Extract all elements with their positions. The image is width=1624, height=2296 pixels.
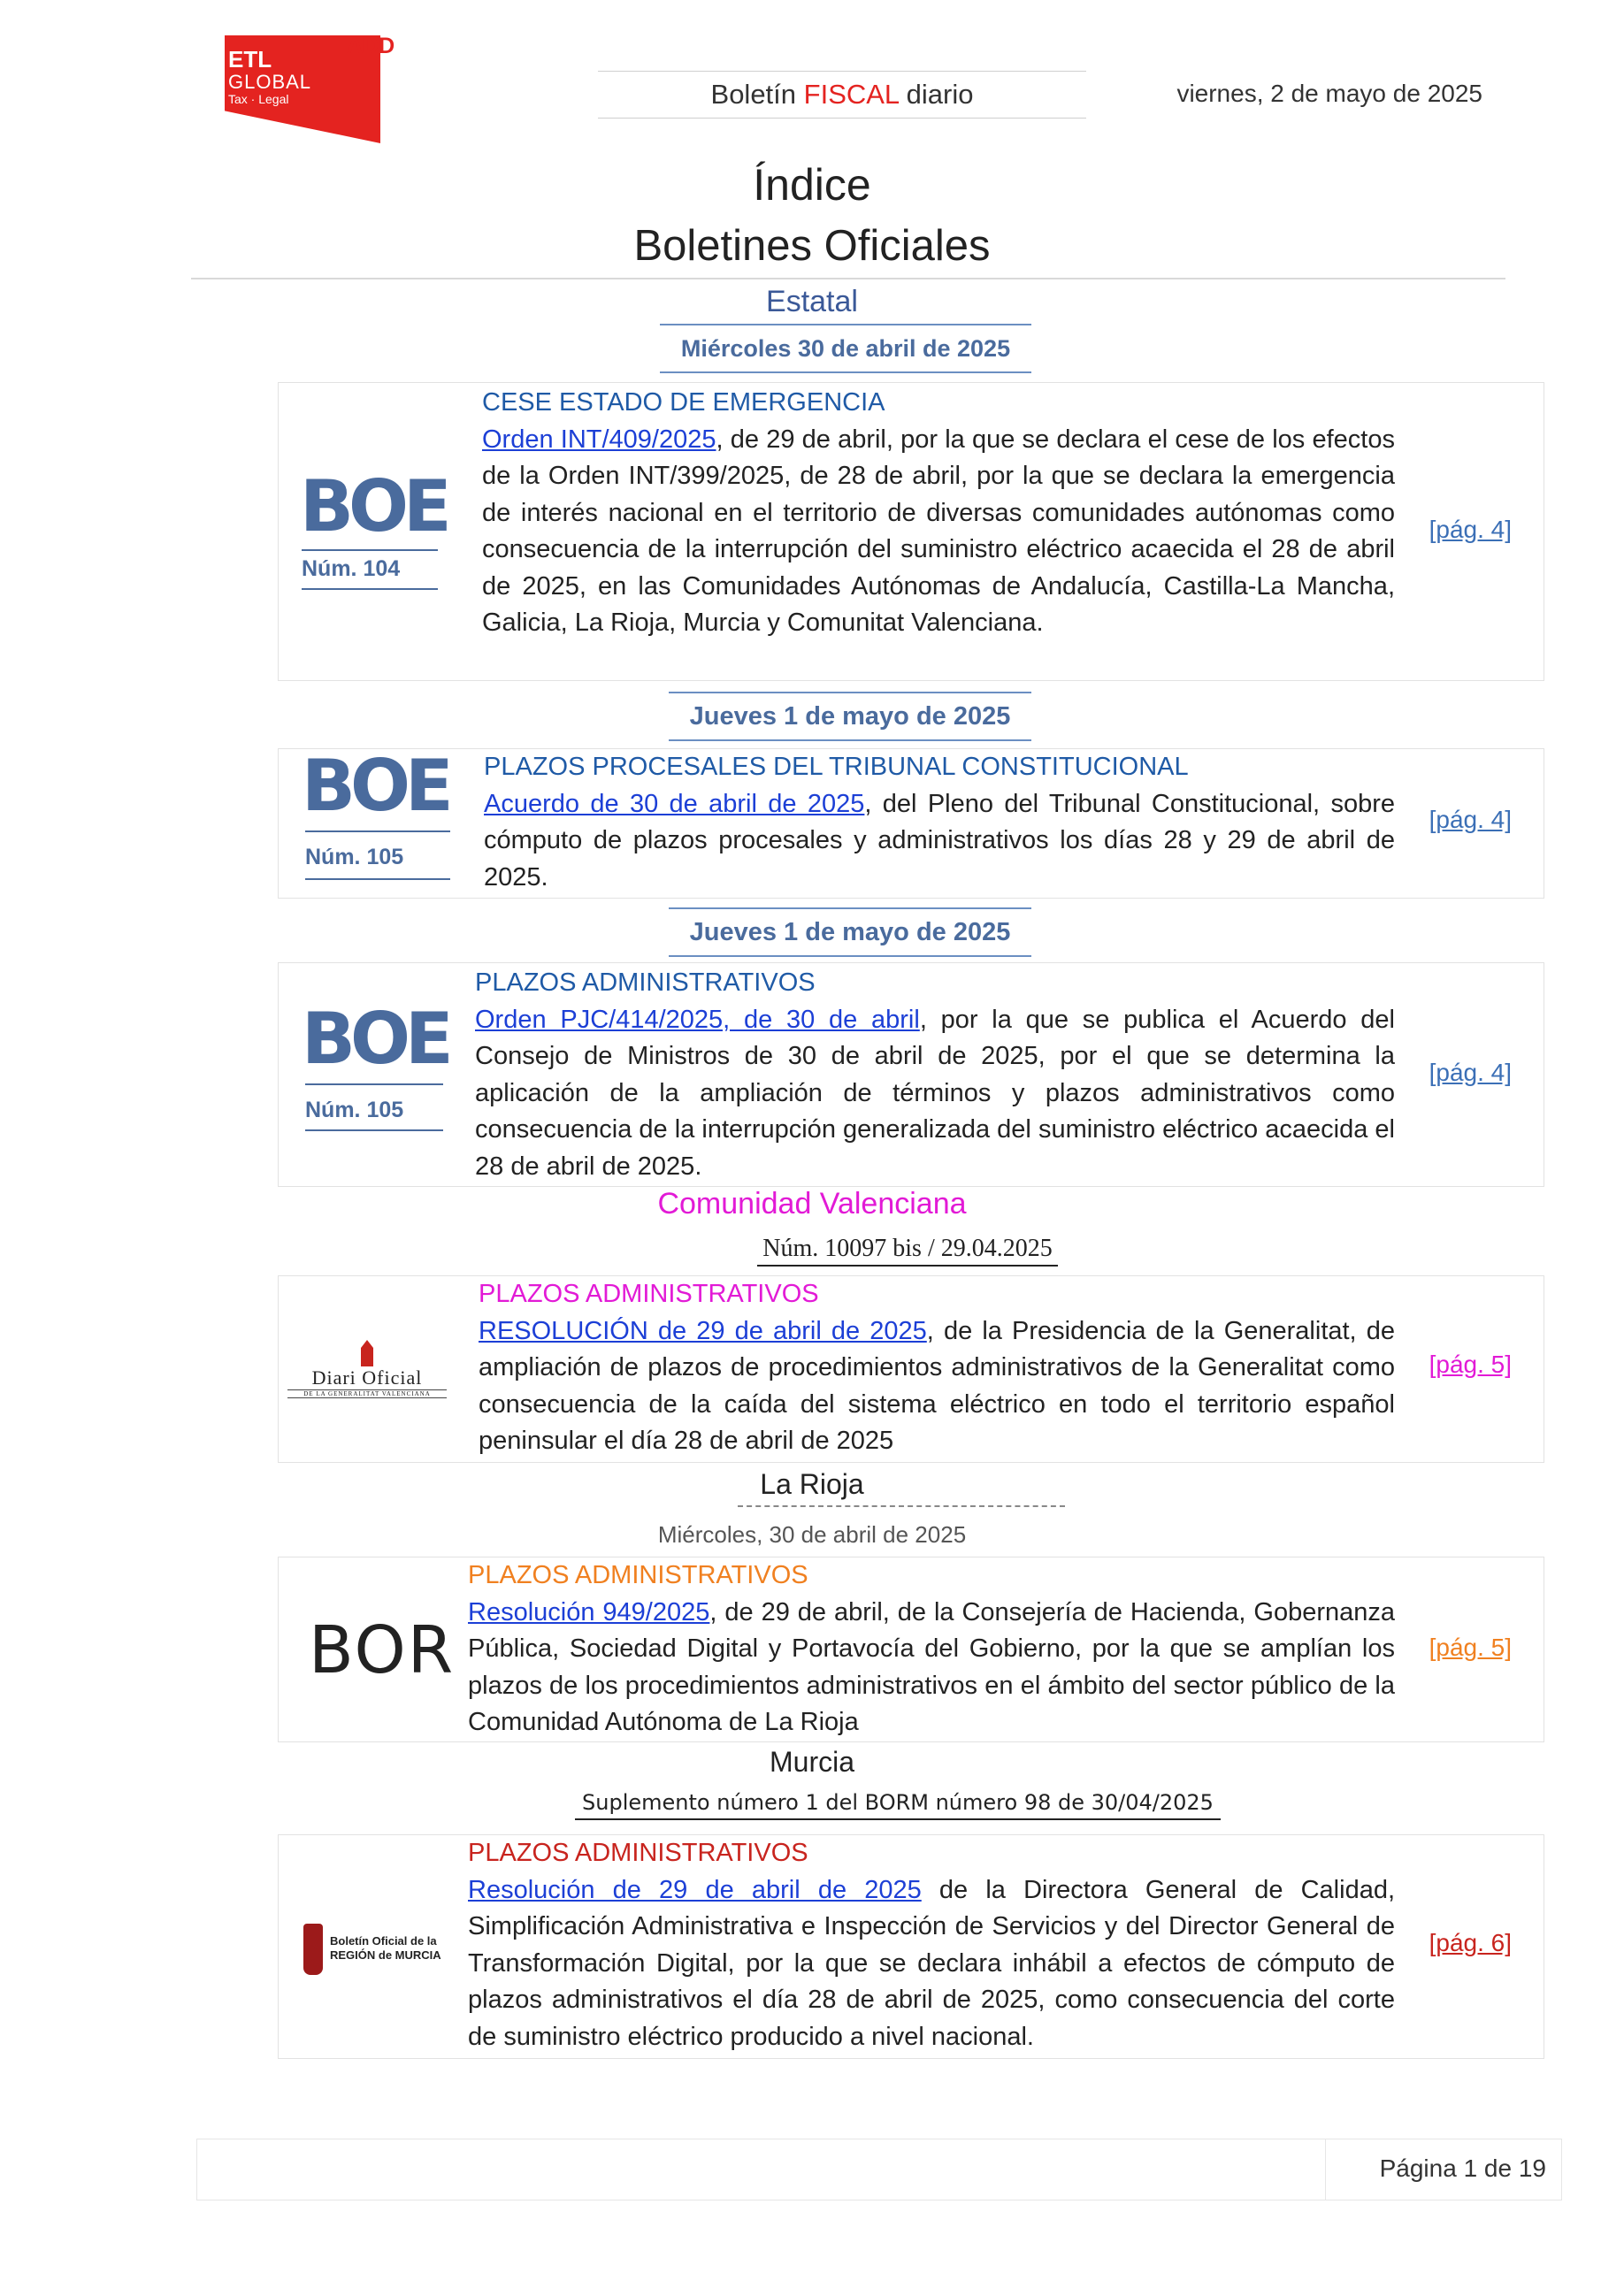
page-reference-link[interactable]: [pág. 4] <box>1429 516 1512 543</box>
boe-logo-divider <box>302 588 438 590</box>
boe-logo-divider <box>302 549 438 551</box>
bulletin-title-fiscal: FISCAL <box>803 79 900 110</box>
entry-body <box>475 965 1395 1185</box>
entry-text: , de 29 de abril, por la que se declara el cese de los efectos de la Orden INT/399/2025, de 28 de abril, por la que se declara la emergencia de interés nacional en el territorio de diversas comunidades autónomas como consecuencia de la interrupción del suministro eléctrico acaecida el 28 de abril de 2025, en las Comunidades Autónomas de Andalucía, Castilla-La Mancha, Galicia, La Rioja, Murcia y Comunitat Valenciana. <box>482 425 1395 637</box>
entry-text: , de la Presidencia de la Generalitat, de ampliación de plazos de procedimientos administrativos de la Generalitat como consecuencia de la caída del sistema eléctrico en todo el territorio español peninsular el día 28 de abril de 2025 <box>479 1316 1395 1455</box>
boe-logo <box>302 745 448 827</box>
bulletin-title <box>598 71 1086 119</box>
entry-body <box>468 1835 1395 2055</box>
section-rioja-heading: La Rioja <box>760 1468 864 1500</box>
boe-logo <box>302 998 448 1080</box>
boe-logo-divider <box>305 878 450 880</box>
entry-text: de la Directora General de Calidad, Simplificación Administrativa e Inspección de Servicios y del Director General de Transformación Digital, por la que se declara inhábil a efectos de cómputo de plazos administrativos el día 28 de abril de 2025, como consecuencia del corte de suministro eléctrico producido a nivel nacional. <box>468 1875 1396 2051</box>
title-divider <box>191 278 1505 279</box>
page-reference-link[interactable]: [pág. 6] <box>1429 1929 1512 1956</box>
bulletin-entry-dogv <box>278 1275 1544 1463</box>
valenciana-issue: Núm. 10097 bis / 29.04.2025 <box>757 1235 1058 1267</box>
boe-number: Núm. 105 <box>305 845 404 869</box>
rioja-divider <box>738 1505 1065 1507</box>
borm-logo-line2: REGIÓN de MURCIA <box>330 1948 441 1962</box>
entry-date: Miércoles 30 de abril de 2025 <box>660 324 1031 373</box>
entry-link[interactable]: Acuerdo de 30 de abril de 2025 <box>484 789 865 818</box>
entry-title: PLAZOS ADMINISTRATIVOS <box>468 1839 808 1867</box>
entry-date: Jueves 1 de mayo de 2025 <box>669 907 1031 957</box>
murcia-crest-icon <box>303 1924 323 1975</box>
footer-divider <box>1325 2139 1326 2200</box>
bulletin-entry-bor <box>278 1557 1544 1742</box>
dogv-crest-icon <box>361 1340 373 1366</box>
entry-text: , del Pleno del Tribunal Constitucional, sobre cómputo de plazos procesales y administrativos los días 28 y 29 de abril de 2025. <box>484 789 1395 892</box>
boe-logo-divider <box>305 830 450 832</box>
etl-logo-text: ETL <box>228 46 272 73</box>
murcia-issue: Suplemento número 1 del BORM número 98 de 30/04/2025 <box>575 1790 1221 1820</box>
page-number: Página 1 de 19 <box>1379 2154 1546 2182</box>
page-reference-link[interactable]: [pág. 5] <box>1429 1351 1512 1378</box>
index-title: Índice <box>753 160 871 210</box>
boletines-title: Boletines Oficiales <box>633 222 991 270</box>
page-reference-link[interactable]: [pág. 4] <box>1429 1059 1512 1086</box>
borm-logo <box>330 1934 441 1963</box>
entry-link[interactable]: Orden PJC/414/2025, de 30 de abril <box>475 1005 920 1034</box>
bulletin-title-prefix: Boletín <box>710 79 804 110</box>
entry-title: PLAZOS ADMINISTRATIVOS <box>479 1280 819 1308</box>
entry-body <box>484 749 1395 896</box>
bulletin-entry-boe-105 <box>278 962 1544 1187</box>
boe-logo-letters: BOE <box>302 745 448 827</box>
boe-logo-divider <box>305 1083 443 1085</box>
entry-title: PLAZOS PROCESALES DEL TRIBUNAL CONSTITUCIONAL <box>484 753 1189 781</box>
bulletin-entry-borm <box>278 1834 1544 2059</box>
entry-text: , por la que se publica el Acuerdo del Consejo de Ministros de 30 de abril de 2025, por el que se determina la aplicación de la ampliación de términos y plazos administrativos como consecuencia de la interrupción generalizada del suministro eléctrico acaecida el 28 de abril de 2025. <box>475 1005 1395 1181</box>
rioja-date: Miércoles, 30 de abril de 2025 <box>657 1521 967 1548</box>
boe-logo-divider <box>305 1129 443 1131</box>
borm-logo-line1: Boletín Oficial de la <box>330 1934 437 1948</box>
bulletin-title-suffix: diario <box>899 79 974 110</box>
dogv-logo <box>287 1340 447 1398</box>
bulletin-entry-boe-104 <box>278 382 1544 681</box>
entry-body <box>482 385 1395 642</box>
section-murcia-heading: Murcia <box>769 1746 854 1778</box>
etl-logo-tax: Tax · Legal <box>228 92 289 106</box>
entry-body <box>468 1557 1395 1741</box>
entry-link[interactable]: RESOLUCIÓN de 29 de abril de 2025 <box>479 1316 927 1345</box>
page-footer <box>196 2139 1562 2200</box>
entry-title: PLAZOS ADMINISTRATIVOS <box>468 1561 808 1589</box>
page-reference-link[interactable]: [pág. 4] <box>1429 806 1512 833</box>
entry-link[interactable]: Resolución 949/2025 <box>468 1597 710 1626</box>
header-date: viernes, 2 de mayo de 2025 <box>1176 80 1482 107</box>
boe-number: Núm. 104 <box>302 556 401 581</box>
entry-date: Jueves 1 de mayo de 2025 <box>669 692 1031 741</box>
entry-link[interactable]: Resolución de 29 de abril de 2025 <box>468 1875 922 1904</box>
etl-logo-add: ADD <box>347 34 395 58</box>
entry-body <box>479 1276 1395 1460</box>
bulletin-entry-boe-105 <box>278 745 1544 899</box>
boe-logo <box>300 465 447 547</box>
page-reference-link[interactable]: [pág. 5] <box>1429 1634 1512 1661</box>
bor-logo: BOR <box>309 1612 456 1688</box>
section-estatal-heading: Estatal <box>766 285 858 318</box>
boe-logo-letters: BOE <box>300 465 447 547</box>
entry-text: , de 29 de abril, de la Consejería de Hacienda, Gobernanza Pública, Sociedad Digital y Portavocía del Gobierno, por la que se amplían los plazos de los procedimientos administrativos en el ámbito del sector público de la Comunidad Autónoma de La Rioja <box>468 1597 1396 1736</box>
entry-link[interactable]: Orden INT/409/2025 <box>482 425 716 454</box>
boe-logo-letters: BOE <box>302 998 448 1080</box>
etl-logo-global: GLOBAL <box>228 71 312 93</box>
dogv-logo-main: Diari Oficial <box>311 1366 423 1389</box>
section-valenciana-heading: Comunidad Valenciana <box>657 1187 967 1221</box>
boe-number: Núm. 105 <box>305 1098 404 1122</box>
entry-title: PLAZOS ADMINISTRATIVOS <box>475 968 816 997</box>
entry-title: CESE ESTADO DE EMERGENCIA <box>482 388 885 417</box>
dogv-logo-sub: DE LA GENERALITAT VALENCIANA <box>287 1389 447 1398</box>
